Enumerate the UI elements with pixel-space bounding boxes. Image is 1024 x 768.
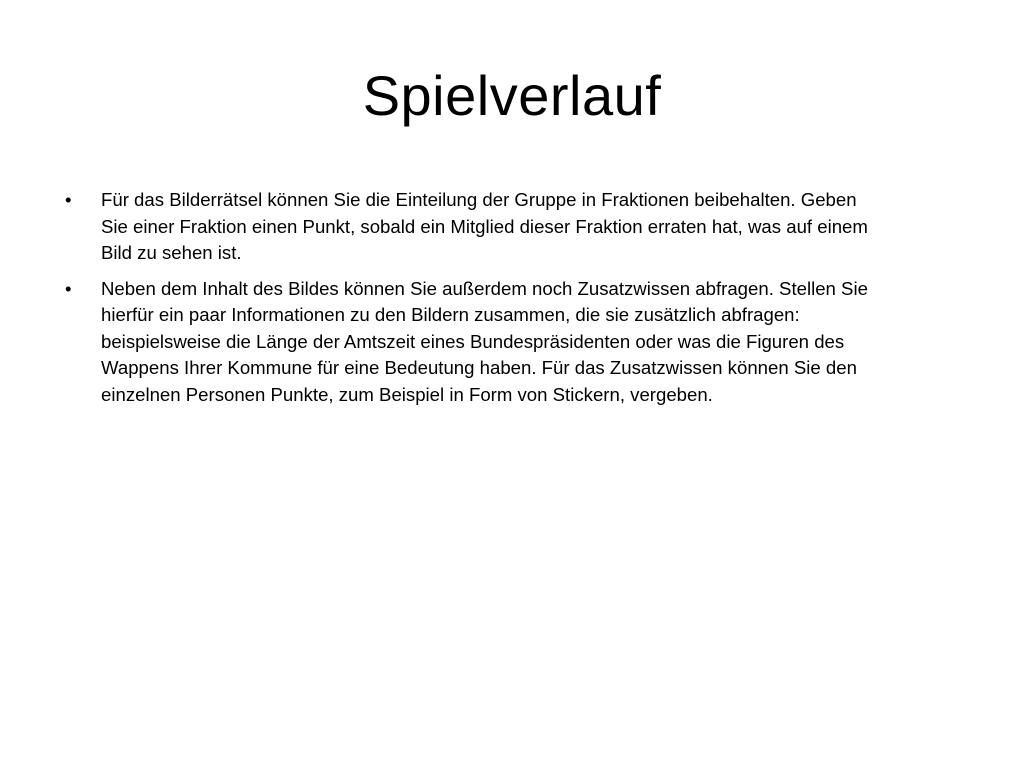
bullet-item-1 <box>62 187 972 267</box>
bullet-text-2 <box>101 276 972 409</box>
bullet-1-line-3: Bild zu sehen ist. <box>101 242 242 263</box>
bullet-2-line-3: beispielsweise die Länge der Amtszeit eines Bundespräsidenten oder was die Figuren des <box>101 330 845 352</box>
bullet-1-line-2: Sie einer Fraktion einen Punkt, sobald ein Mitglied dieser Fraktion erraten hat, was auf einem <box>101 215 868 237</box>
bullet-2-line-2: hierfür ein paar Informationen zu den Bildern zusammen, die sie zusätzlich abfragen: <box>101 304 800 325</box>
bullet-1-line-1: Für das Bilderrätsel können Sie die Einteilung der Gruppe in Fraktionen beibehalten. Geben <box>101 189 857 210</box>
bullet-list <box>62 187 972 417</box>
bullet-2-line-4: Wappens Ihrer Kommune für eine Bedeutung haben. Für das Zusatzwissen können Sie den <box>101 357 857 378</box>
bullet-2-line-1: Neben dem Inhalt des Bildes können Sie außerdem noch Zusatzwissen abfragen. Stellen Sie <box>101 277 868 299</box>
bullet-icon: • <box>65 189 72 210</box>
slide-title: Spielverlauf <box>362 64 662 127</box>
bullet-text-1 <box>101 187 972 267</box>
bullet-2-line-5: einzelnen Personen Punkte, zum Beispiel in Form von Stickern, vergeben. <box>101 383 713 405</box>
bullet-icon: • <box>65 277 72 299</box>
bullet-item-2 <box>62 276 972 409</box>
